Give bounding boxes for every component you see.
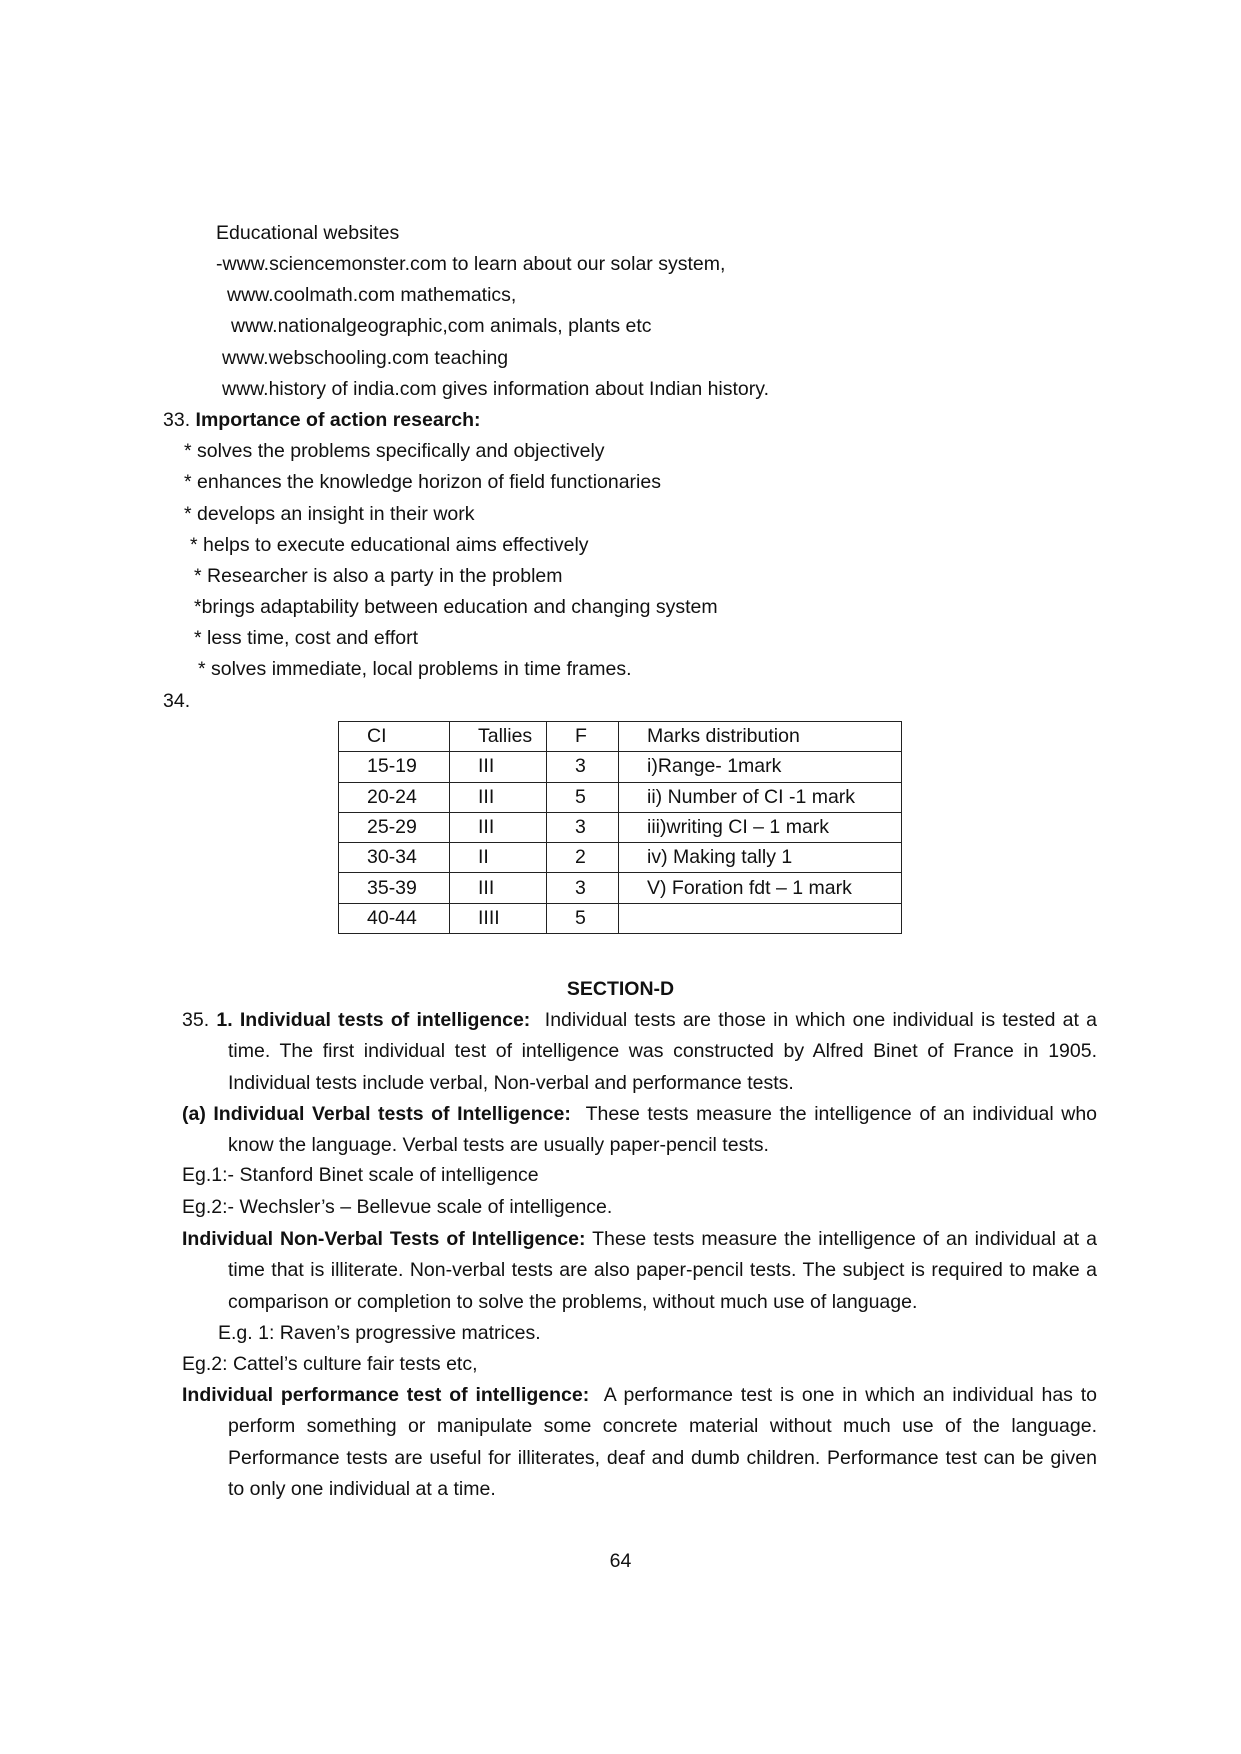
table-cell: 35-39 bbox=[339, 873, 450, 903]
table-cell: 5 bbox=[547, 903, 619, 933]
section-title: SECTION-D bbox=[566, 978, 675, 1000]
frequency-table bbox=[338, 721, 902, 934]
website-item: www.coolmath.com mathematics, bbox=[227, 284, 517, 306]
table-cell: 5 bbox=[547, 782, 619, 812]
table-cell: III bbox=[450, 782, 547, 812]
page-number: 64 bbox=[609, 1550, 632, 1572]
nonverbal-tests-title: Individual Non-Verbal Tests of Intelligence: bbox=[182, 1228, 586, 1250]
table-cell: IIII bbox=[450, 903, 547, 933]
table-cell: 15-19 bbox=[339, 752, 450, 782]
performance-para bbox=[182, 1380, 1097, 1506]
q33-number: 33. bbox=[163, 409, 191, 431]
q33-point: * enhances the knowledge horizon of field functionaries bbox=[184, 471, 661, 493]
verbal-para bbox=[182, 1099, 1097, 1162]
individual-tests-title: Individual tests of intelligence: bbox=[239, 1009, 531, 1031]
q33-point: *brings adaptability between education and changing system bbox=[194, 596, 718, 618]
q33-point: * solves the problems specifically and objectively bbox=[184, 440, 605, 462]
table-row bbox=[339, 752, 902, 782]
table-cell: iii)writing CI – 1 mark bbox=[619, 812, 902, 842]
table-cell: III bbox=[450, 752, 547, 782]
q33-point: * solves immediate, local problems in time frames. bbox=[198, 658, 632, 680]
table-row bbox=[339, 812, 902, 842]
q33-point: * helps to execute educational aims effectively bbox=[190, 534, 589, 556]
table-cell: 2 bbox=[547, 843, 619, 873]
table-row bbox=[339, 873, 902, 903]
verbal-tests-text: These tests measure the intelligence of an individual who know the language. Verbal tests are usually paper-pencil tests. bbox=[228, 1103, 1098, 1157]
performance-tests-text: A performance test is one in which an individual has to perform something or manipulate some concrete material without much use of the language. Performance tests are useful for illiterates, deaf and dumb children. Performance test can be given to only one individual at a time. bbox=[228, 1384, 1098, 1501]
table-cell: 3 bbox=[547, 752, 619, 782]
table-header-cell: Marks distribution bbox=[619, 722, 902, 752]
table-cell: II bbox=[450, 843, 547, 873]
table-header-cell: CI bbox=[339, 722, 450, 752]
q33-heading bbox=[163, 407, 481, 433]
table-cell: 30-34 bbox=[339, 843, 450, 873]
nonverbal-example: Eg.2: Cattel’s culture fair tests etc, bbox=[182, 1353, 478, 1375]
table-cell bbox=[619, 903, 902, 933]
table-cell: 20-24 bbox=[339, 782, 450, 812]
table-row bbox=[339, 782, 902, 812]
q35-individual-para bbox=[182, 1005, 1097, 1099]
q33-point: * less time, cost and effort bbox=[194, 627, 418, 649]
table-cell: iv) Making tally 1 bbox=[619, 843, 902, 873]
q34-number: 34. bbox=[163, 690, 191, 712]
q33-point: * Researcher is also a party in the problem bbox=[194, 565, 563, 587]
website-item: www.webschooling.com teaching bbox=[222, 347, 509, 369]
table-cell: 25-29 bbox=[339, 812, 450, 842]
verbal-example: Eg.2:- Wechsler’s – Bellevue scale of intelligence. bbox=[182, 1196, 613, 1218]
table-cell: 3 bbox=[547, 873, 619, 903]
website-item: www.history of india.com gives information about Indian history. bbox=[222, 378, 769, 400]
table-cell: III bbox=[450, 812, 547, 842]
websites-heading: Educational websites bbox=[216, 222, 400, 244]
verbal-example: Eg.1:- Stanford Binet scale of intelligence bbox=[182, 1164, 539, 1186]
nonverbal-para bbox=[182, 1224, 1097, 1318]
nonverbal-tests-text: These tests measure the intelligence of an individual at a time that is illiterate. Non-verbal tests are also paper-pencil tests. The subject is required to make a comparison or completion to solve the problems, without much use of language. bbox=[228, 1228, 1097, 1313]
table-row bbox=[339, 843, 902, 873]
table-cell: 40-44 bbox=[339, 903, 450, 933]
q33-point: * develops an insight in their work bbox=[184, 503, 475, 525]
verbal-tests-title: (a) Individual Verbal tests of Intelligence: bbox=[182, 1103, 571, 1125]
table-cell: i)Range- 1mark bbox=[619, 752, 902, 782]
performance-tests-title: Individual performance test of intelligence: bbox=[182, 1384, 590, 1406]
table-row bbox=[339, 903, 902, 933]
table-header-cell: F bbox=[547, 722, 619, 752]
website-item: -www.sciencemonster.com to learn about our solar system, bbox=[216, 253, 726, 275]
q33-title: Importance of action research: bbox=[195, 409, 481, 431]
website-item: www.nationalgeographic,com animals, plants etc bbox=[231, 315, 652, 337]
table-cell: 3 bbox=[547, 812, 619, 842]
table-cell: V) Foration fdt – 1 mark bbox=[619, 873, 902, 903]
table-header-row bbox=[339, 722, 902, 752]
table-cell: ii) Number of CI -1 mark bbox=[619, 782, 902, 812]
nonverbal-example: E.g. 1: Raven’s progressive matrices. bbox=[218, 1322, 541, 1344]
individual-tests-text: Individual tests are those in which one individual is tested at a time. The first individual test of intelligence was constructed by Alfred Binet of France in 1905. Individual tests include verbal, Non-verbal and performance tests. bbox=[228, 1009, 1098, 1094]
table-cell: III bbox=[450, 873, 547, 903]
q35-number: 35. bbox=[182, 1009, 210, 1031]
q35-sub-number: 1. bbox=[216, 1009, 233, 1031]
table-header-cell: Tallies bbox=[450, 722, 547, 752]
